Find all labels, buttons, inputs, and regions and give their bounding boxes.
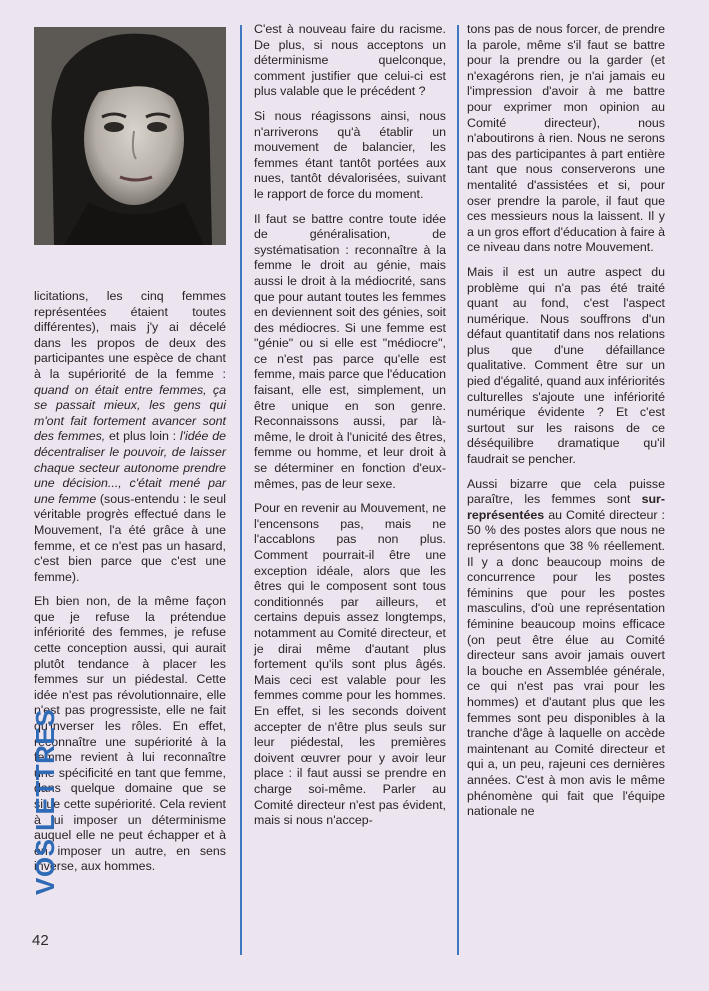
text-column-1 [34, 289, 226, 884]
text-column-2 [254, 22, 446, 838]
text-run: au Comité directeur : 50 % des postes alors que nous ne représentons que 38 % réellement. Il y a donc beaucoup moins de concurrence pour les postes féminins que pour les postes masculins, d'où une représentation féminine beaucoup moins efficace (on peut être élue au Comité directeur sans avoir jamais ouvert la bouche en Assemblée générale, ce qui n'est pas vrai pour les hommes) et d'autant plus que les femmes sont peu disponibles à la tranche d'âge à laquelle on accède maintenant au Comité directeur et qui a, un peu, rajeuni ces dernières années. C'est à mon avis le même phénomène qui fait que l'équipe nationale ne [467, 507, 665, 819]
column-rule-right [457, 25, 459, 955]
paragraph: Pour en revenir au Mouvement, ne l'encensons pas, mais ne l'accablons pas non plus. Comment pourrait-il être une exception idéale, alors que les êtres qui le composent sont tous conditionnés par ailleurs, et certains depuis assez longtemps, notamment au Comité directeur, et je dirai même d'autant plus fortement qu'ils sont plus âgés. Mais ceci est valable pour les femmes comme pour les hommes. En effet, si les seconds doivent accepter de n'être plus seuls sur leur piédestal, les premières doivent œuvrer pour y avoir leur place : il faut aussi se prendre en charge soi-même. Parler au Comité directeur n'est pas évident, mais si nous n'accep- [254, 501, 446, 828]
page-number: 42 [32, 932, 49, 949]
portrait-illustration [34, 27, 226, 245]
section-title: VOS LETTRES [30, 708, 60, 895]
quote-run: l'idée de décentraliser le pouvoir, de laisser chaque secteur autonome prendre une décision..., c'était mené par une femme [34, 429, 226, 506]
emphasis-run: surreprésentées [467, 492, 665, 522]
text-run: licitations, les cinq femmes représentées étaient toutes différentes), mais j'y ai décelé dans les propos de deux des participantes une espèce de chant à la supériorité de la femme : [34, 289, 226, 381]
text-run: (sous-entendu : le seul véritable progrès effectué dans le Mouvement, l'a été grâce à une femme, et ce n'est pas un hasard, c'est bien parce que c'est une femme). [34, 491, 226, 584]
paragraph [467, 477, 665, 820]
paragraph: Eh bien non, de la même façon que je refuse la prétendue infériorité des femmes, je refuse cette conception aussi, qui aurait plutôt tendance à placer les femmes sur un piédestal. Cette idée n'est pas révolutionnaire, elle n'est pas progressiste, elle ne fait qu'inverser les rôles. En effet, reconnaître une supériorité à la femme revient à lui reconnaître une spécificité en tant que femme, dans quelque domaine que se situe cette supériorité. Cela revient à lui imposer un déterminisme auquel elle ne peut échapper et à en imposer un autre, en sens inverse, aux hommes. [34, 594, 226, 874]
paragraph: C'est à nouveau faire du racisme. De plus, si nous acceptons un déterminisme quelconque, comment justifier que celui-ci est plus valable que le précédent ? [254, 22, 446, 99]
quote-run: quand on était entre femmes, ça se passait mieux, les gens qui m'ont fait fortement avancer sont des femmes, [34, 382, 226, 444]
text-run: Aussi bizarre que cela puisse paraître, les femmes sont [467, 476, 665, 507]
text-run: et plus loin : [105, 429, 180, 444]
text-column-3 [467, 22, 665, 829]
paragraph [34, 289, 226, 585]
paragraph: Si nous réagissons ainsi, nous n'arriverons qu'à établir un mouvement de balancier, les femmes étant tantôt portées aux nues, tantôt dévalorisées, suivant le rapport de force du moment. [254, 108, 446, 201]
portrait-photo [34, 27, 226, 245]
paragraph: tons pas de nous forcer, de prendre la parole, même s'il faut se battre pour la prendre ou la garder (et n'exagérons rien, je n'ai jamais eu l'impression d'avoir à me battre pour exprimer mon opinion au Comité directeur), nous n'aboutirons à rien. Nous ne serons pas des participantes à part entière tant que nous conserverons une mentalité d'assistées et si, pour oser prendre la parole, il faut que ces messieurs nous la laissent. Il y a un gros effort d'éducation à faire à ce niveau dans notre Mouvement. [467, 22, 665, 255]
paragraph: Mais il est un autre aspect du problème qui n'a pas été traité quant au fond, c'est l'aspect numérique. Nous souffrons d'un défaut quantitatif dans nos relations plus que d'une défaillance qualitative. Comment être sur un pied d'égalité, quand aux infériorités culturelles s'ajoute une infériorité numérique évidente ? Et c'est surtout sur les raisons de ce déséquilibre dramatique qu'il faudrait se pencher. [467, 264, 665, 467]
column-rule-left [240, 25, 242, 955]
paragraph: Il faut se battre contre toute idée de généralisation, de systématisation : reconnaître à la femme le droit au génie, mais aussi le droit à la médiocrité, sans que pour autant toutes les femmes en deviennent soit des génies, soit des médiocres. Si une femme est "génie" ou si elle est "médiocre", ce n'est pas parce qu'elle est femme, mais parce que l'éducation faisant, elle est, simplement, un être unique en son genre. Reconnaissons aussi, par là-même, le droit à l'unicité des êtres, femme ou homme, et leur droit à se déterminer en fonction d'eux-mêmes, pas de leur sexe. [254, 211, 446, 491]
